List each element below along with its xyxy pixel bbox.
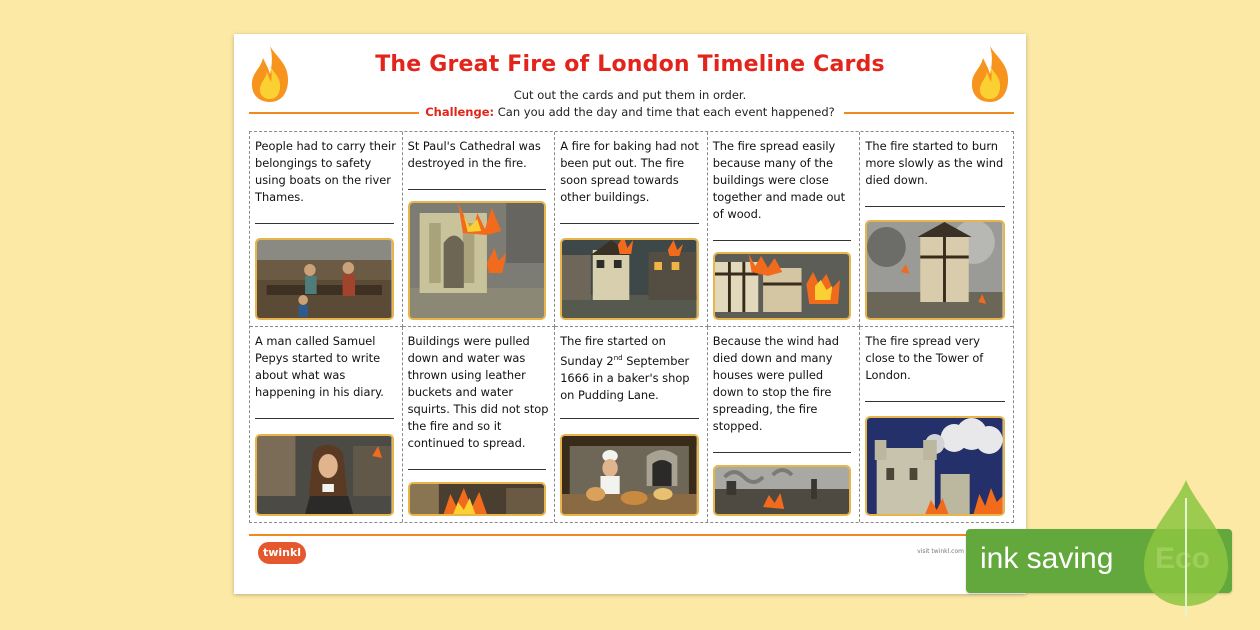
instruction-text: Cut out the cards and put them in order. bbox=[513, 88, 747, 102]
timeline-card[interactable] bbox=[860, 327, 1013, 522]
answer-line bbox=[255, 223, 394, 224]
timeline-card[interactable] bbox=[708, 132, 861, 327]
card-picture-samuel-pepys bbox=[255, 434, 394, 516]
timeline-card[interactable] bbox=[708, 327, 861, 522]
answer-line bbox=[713, 240, 852, 241]
footer-url[interactable]: visit twinkl.com bbox=[917, 548, 964, 555]
worksheet-page bbox=[234, 34, 1026, 594]
ink-saving-label: ink saving bbox=[980, 542, 1114, 575]
timeline-card[interactable] bbox=[860, 132, 1013, 327]
card-picture-street-fire bbox=[560, 238, 699, 320]
answer-line bbox=[713, 452, 852, 453]
answer-line bbox=[255, 418, 394, 419]
card-text: A fire for baking had not been put out. The fire soon spread towards other buildings. bbox=[560, 139, 699, 204]
timeline-card[interactable] bbox=[403, 327, 556, 522]
card-text: A man called Samuel Pepys started to write about what was happening in his diary. bbox=[255, 334, 384, 399]
card-text bbox=[560, 333, 702, 404]
answer-line bbox=[408, 189, 547, 190]
card-text: St Paul's Cathedral was destroyed in the fire. bbox=[407, 139, 541, 170]
answer-line bbox=[560, 418, 699, 419]
card-text: The fire started to burn more slowly as the wind died down. bbox=[865, 139, 1004, 187]
card-picture-smoking-ruins bbox=[865, 220, 1005, 320]
challenge-label: Challenge: bbox=[425, 105, 495, 119]
answer-line bbox=[865, 206, 1005, 207]
card-picture-buckets-fire bbox=[408, 482, 547, 516]
card-text: Buildings were pulled down and water was thrown using leather buckets and water squirts. This did not stop the fire and so it continued to spread. bbox=[407, 334, 549, 450]
card-text-start: The fire started on Sunday 2 bbox=[560, 334, 666, 368]
challenge-text bbox=[234, 105, 1026, 119]
timeline-card[interactable] bbox=[250, 132, 403, 327]
timeline-card[interactable] bbox=[403, 132, 556, 327]
card-text-end: September 1666 in a baker's shop on Pudding Lane. bbox=[560, 353, 690, 402]
timeline-card[interactable] bbox=[250, 327, 403, 522]
card-picture-boats bbox=[255, 238, 394, 320]
card-picture-timber-houses bbox=[713, 252, 852, 320]
timeline-card[interactable] bbox=[555, 132, 708, 327]
answer-line bbox=[408, 469, 547, 470]
answer-line bbox=[865, 401, 1005, 402]
card-text: The fire spread very close to the Tower of London. bbox=[865, 334, 984, 382]
timeline-card[interactable] bbox=[555, 327, 708, 522]
footer-divider bbox=[249, 534, 1011, 536]
answer-line bbox=[560, 223, 699, 224]
card-text: Because the wind had died down and many houses were pulled down to stop the fire spreading, the fire stopped. bbox=[712, 334, 839, 433]
ordinal-suffix: nd bbox=[613, 354, 623, 362]
card-text: The fire spread easily because many of the buildings were close together and made out of wood. bbox=[712, 139, 846, 221]
page-title: The Great Fire of London Timeline Cards bbox=[375, 52, 885, 77]
card-picture-bakers-shop bbox=[560, 434, 699, 516]
card-picture-tower-of-london bbox=[865, 416, 1005, 516]
challenge-question: Can you add the day and time that each event happened? bbox=[497, 105, 835, 119]
timeline-cards-grid bbox=[249, 131, 1014, 523]
card-text: People had to carry their belongings to safety using boats on the river Thames. bbox=[255, 139, 396, 204]
card-picture-cathedral bbox=[408, 201, 547, 320]
leaf-icon bbox=[1138, 478, 1234, 618]
card-picture-fire-stopped bbox=[713, 465, 852, 516]
twinkl-logo[interactable]: twinkl bbox=[258, 542, 306, 564]
